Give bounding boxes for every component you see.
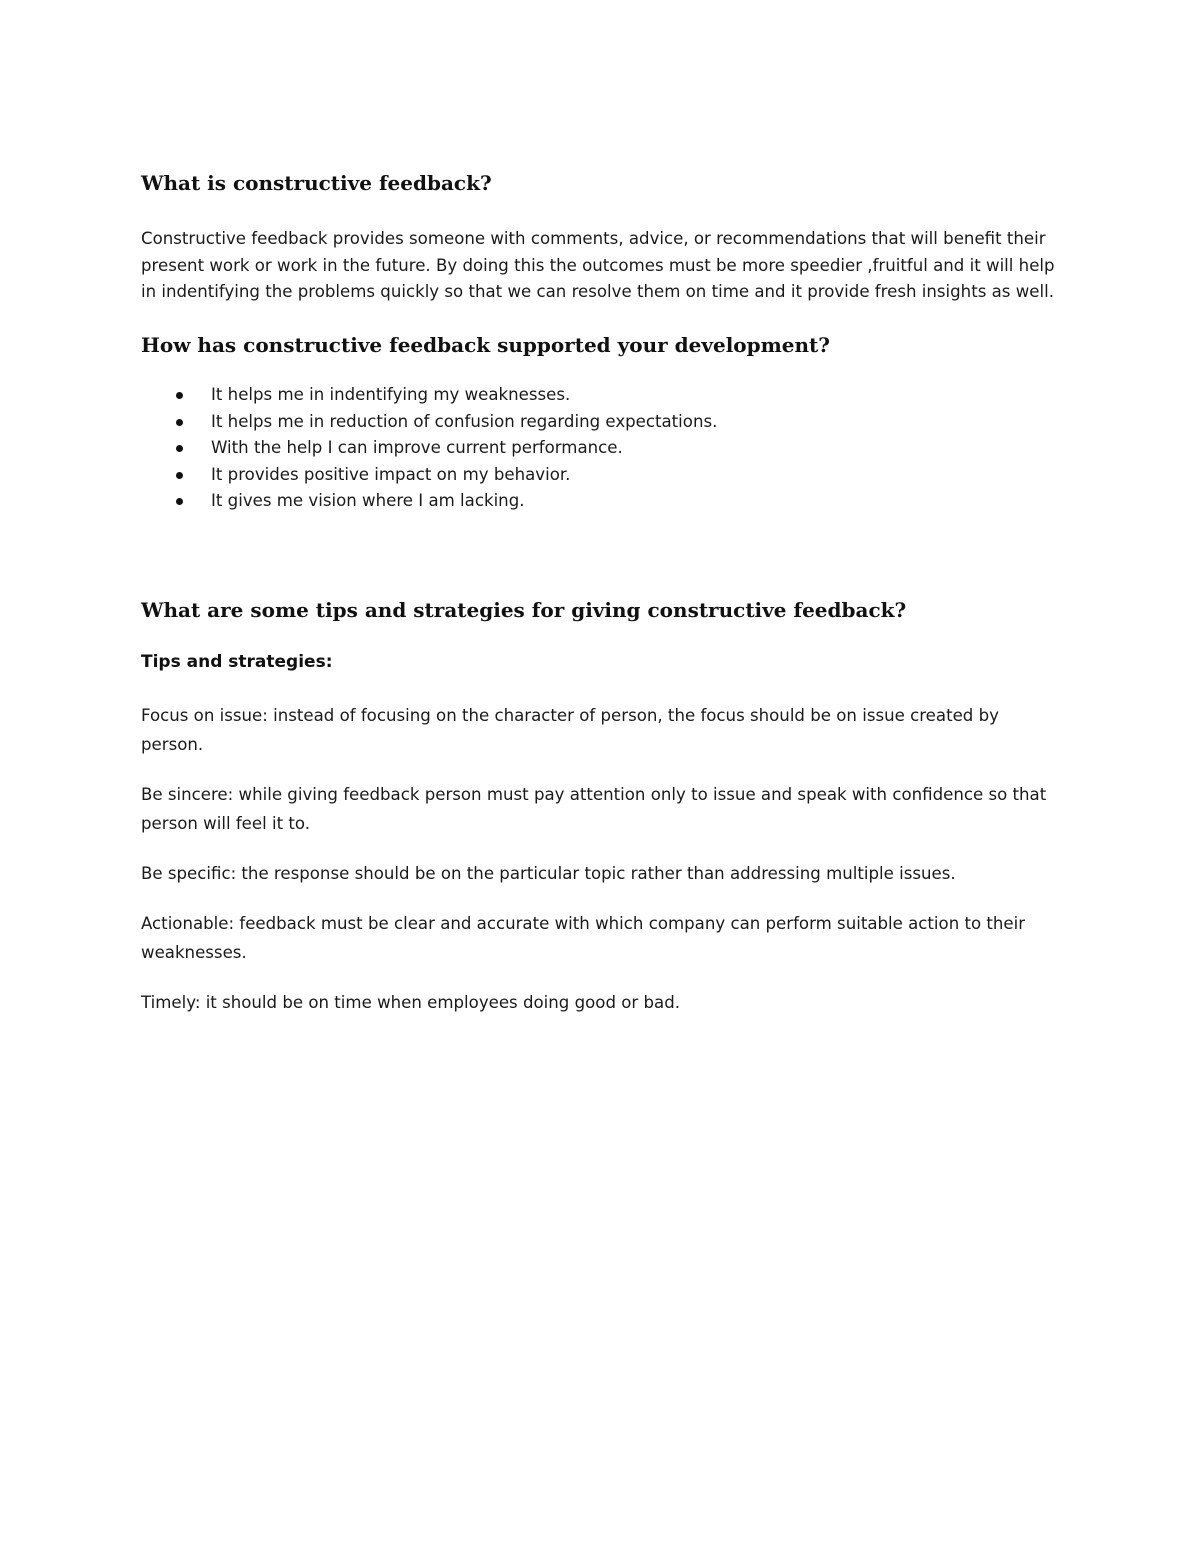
- list-item: [141, 462, 1061, 489]
- tip-actionable: Actionable: feedback must be clear and accurate with which company can perform suitable action to their weaknesses.: [141, 914, 1026, 963]
- list-item: [141, 382, 1061, 409]
- document-content: [141, 168, 1061, 1017]
- list-item-text: It helps me in reduction of confusion regarding expectations.: [211, 411, 718, 431]
- section-heading-what-is: What is constructive feedback?: [141, 171, 492, 195]
- list-item-text: It provides positive impact on my behavior.: [211, 464, 571, 484]
- list-item: [141, 435, 1061, 462]
- tip-timely: Timely: it should be on time when employees doing good or bad.: [141, 993, 681, 1013]
- section-heading-development: How has constructive feedback supported your development?: [141, 333, 830, 358]
- list-item-text: With the help I can improve current performance.: [211, 438, 623, 458]
- list-item-text: It helps me in indentifying my weaknesses.: [211, 385, 571, 405]
- bullet-icon: [176, 498, 183, 505]
- tip-be-specific: Be specific: the response should be on the particular topic rather than addressing multiple issues.: [141, 864, 956, 884]
- list-item: [141, 409, 1061, 436]
- development-bullet-list: [141, 382, 1061, 515]
- section-heading-tips: What are some tips and strategies for giving constructive feedback?: [141, 598, 907, 623]
- bullet-icon: [176, 392, 183, 399]
- bullet-icon: [176, 472, 183, 479]
- bullet-icon: [176, 419, 183, 426]
- tips-subheading: Tips and strategies:: [141, 652, 333, 673]
- bullet-icon: [176, 445, 183, 452]
- list-item-text: It gives me vision where I am lacking.: [211, 491, 525, 511]
- definition-paragraph: Constructive feedback provides someone with comments, advice, or recommendations that will benefit their present work or work in the future. By doing this the outcomes must be more speedier ,fruitful and it will help in indentifying the problems quickly so that we can resolve them on time and it provide fresh insights as well.: [141, 229, 1055, 302]
- tip-be-sincere: Be sincere: while giving feedback person must pay attention only to issue and speak with confidence so that person will feel it to.: [141, 785, 1047, 834]
- tip-focus-on-issue: Focus on issue: instead of focusing on the character of person, the focus should be on issue created by person.: [141, 706, 999, 755]
- list-item: [141, 488, 1061, 515]
